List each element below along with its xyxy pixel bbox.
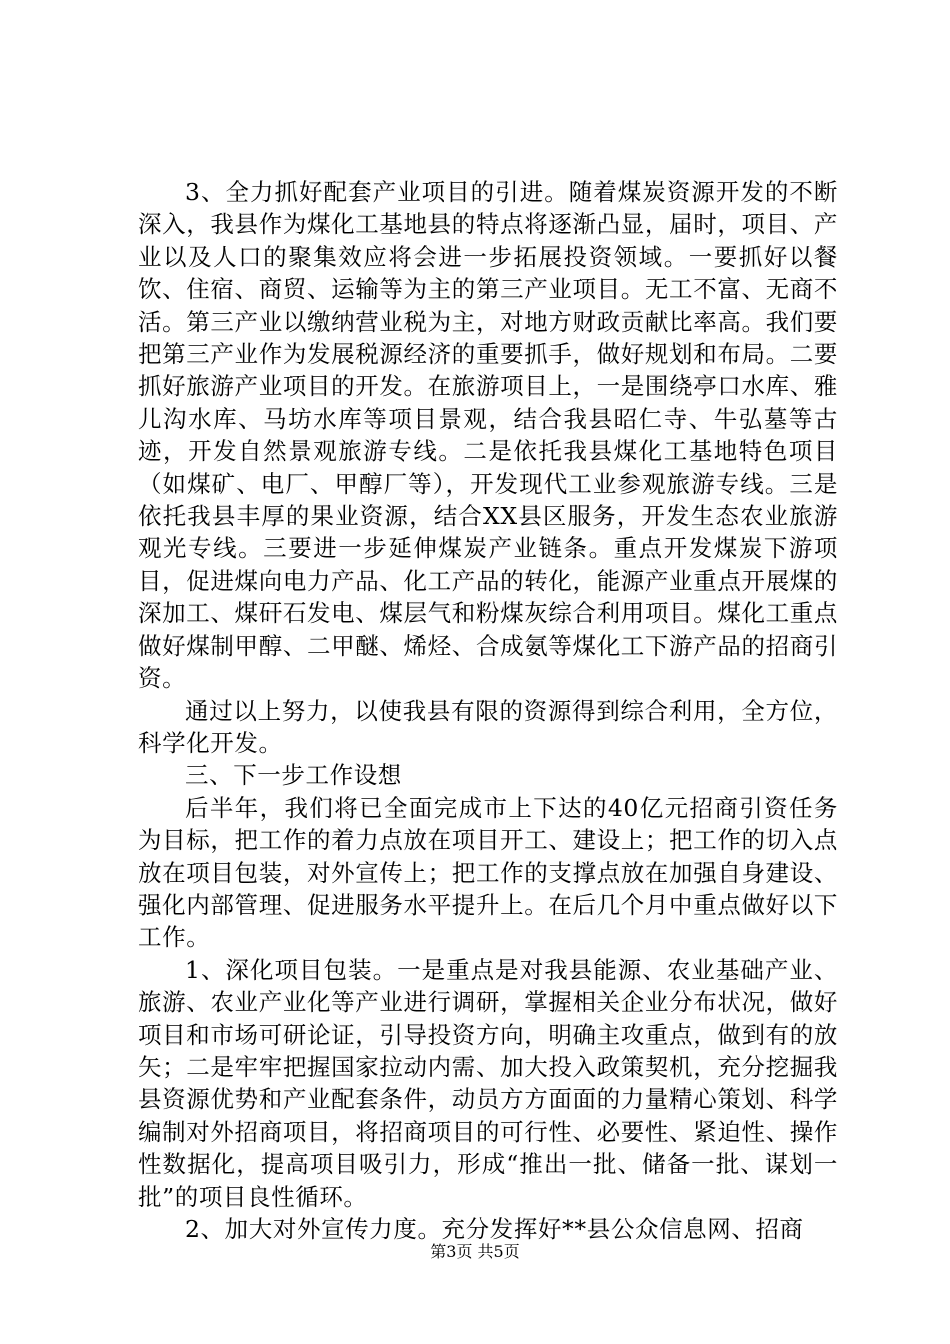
paragraph-supporting-industries: 3、全力抓好配套产业项目的引进。随着煤炭资源开发的不断深入，我县作为煤化工基地县的特点将逐渐凸显，届时，项目、产业以及人口的聚集效应将会进一步拓展投资领域。一要抓好以餐饮、住宿、商贸、运输等为主的第三产业项目。无工不富、无商不活。第三产业以缴纳营业税为主，对地方财政贡献比率高。我们要把第三产业作为发展税源经济的重要抓手，做好规划和布局。二要抓好旅游产业项目的开发。在旅游项目上，一是围绕亭口水库、雅儿沟水库、马坊水库等项目景观，结合我县昭仁寺、牛弘墓等古迹，开发自然景观旅游专线。二是依托我县煤化工基地特色项目（如煤矿、电厂、甲醇厂等），开发现代工业参观旅游专线。三是依托我县丰厚的果业资源，结合XX县区服务，开发生态农业旅游观光专线。三要进一步延伸煤炭产业链条。重点开发煤炭下游项目，促进煤向电力产品、化工产品的转化，能源产业重点开展煤的深加工、煤矸石发电、煤层气和粉煤灰综合利用项目。煤化工重点做好煤制甲醇、二甲醚、烯烃、合成氨等煤化工下游产品的招商引资。: [138, 178, 838, 693]
section-heading-next-steps: 三、下一步工作设想: [185, 761, 402, 790]
paragraph-summary: 通过以上努力，以使我县有限的资源得到综合利用，全方位，科学化开发。: [138, 696, 838, 757]
document-body: [138, 176, 838, 1245]
paragraph-publicity: 2、加大对外宣传力度。充分发挥好**县公众信息网、招商: [185, 1215, 804, 1243]
page-number-footer: 第3页 共5页: [430, 1242, 520, 1261]
paragraph-project-packaging: 1、深化项目包装。一是重点是对我县能源、农业基础产业、旅游、农业产业化等产业进行调研，掌握相关企业分布状况，做好项目和市场可研论证，引导投资方向，明确主攻重点，做到有的放矢；二是牢牢把握国家拉动内需、加大投入政策契机，充分挖掘我县资源优势和产业配套条件，动员方方面面的力量精心策划、科学编制对外招商项目，将招商项目的可行性、必要性、紧迫性、操作性数据化，提高项目吸引力，形成“推出一批、储备一批、谋划一批”的项目良性循环。: [138, 955, 838, 1211]
paragraph-second-half-plan: 后半年，我们将已全面完成市上下达的40亿元招商引资任务为目标，把工作的着力点放在项目开工、建设上；把工作的切入点放在项目包装，对外宣传上；把工作的支撑点放在加强自身建设、强化内部管理、促进服务水平提升上。在后几个月中重点做好以下工作。: [138, 793, 838, 952]
